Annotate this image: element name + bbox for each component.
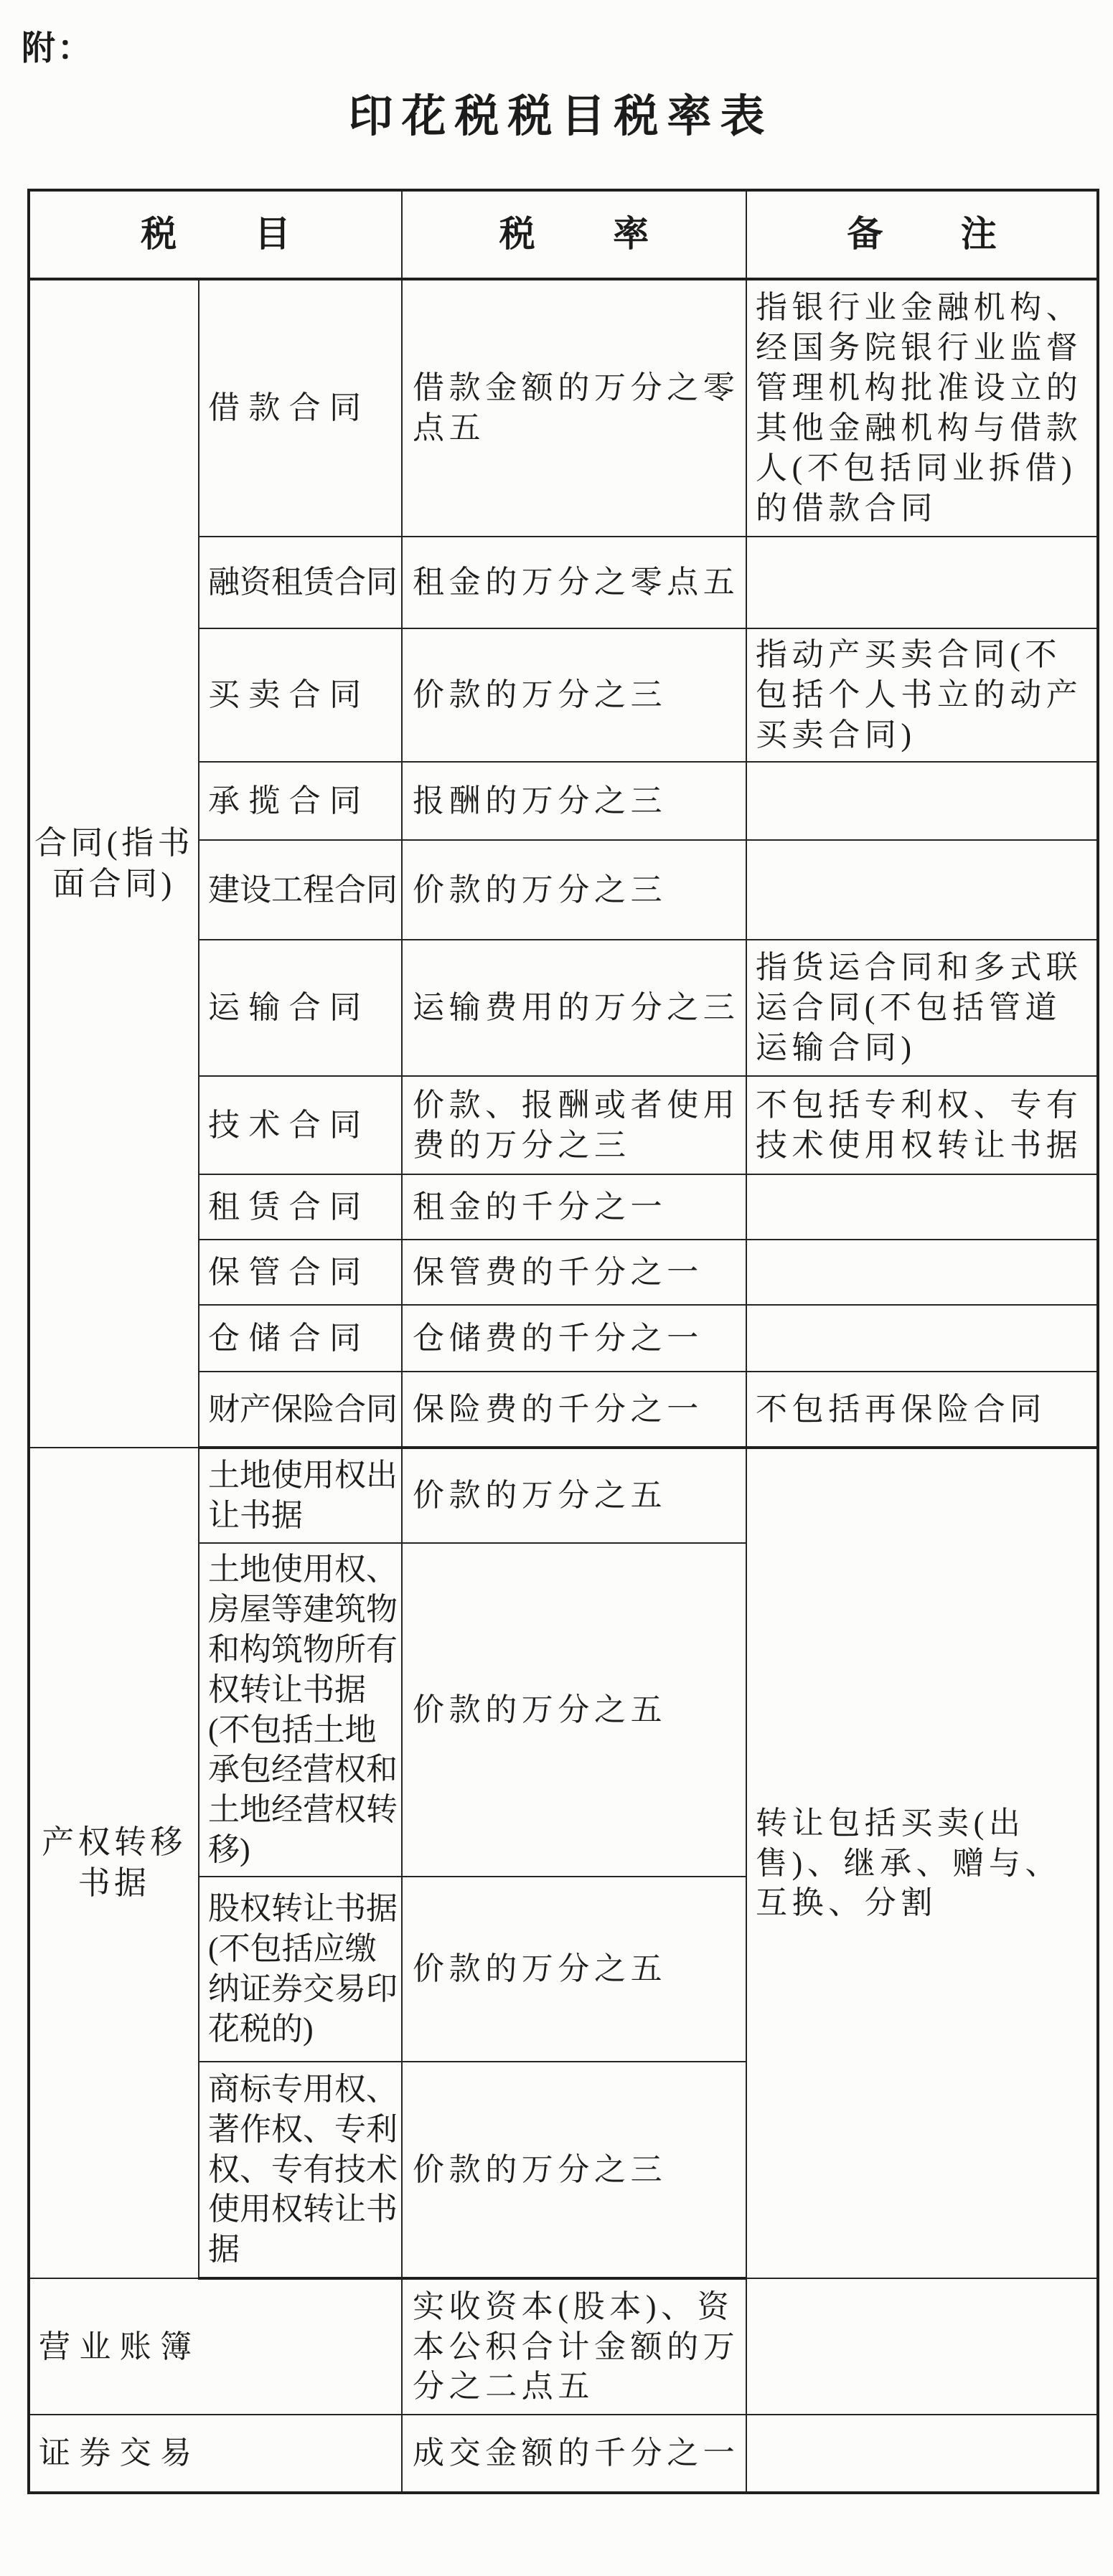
tax-rate-cell: 实收资本(股本)、资本公积合计金额的万分之二点五 — [402, 2278, 746, 2415]
tax-item-cell: 土地使用权、房屋等建筑物和构筑物所有权转让书据(不包括土地承包经营权和土地经营权转移) — [199, 1543, 402, 1877]
table-row — [29, 1448, 1098, 1543]
tax-rate-cell: 价款、报酬或者使用费的万分之三 — [402, 1076, 746, 1174]
tax-item-cell: 保管合同 — [199, 1240, 402, 1305]
tax-item-cell: 买卖合同 — [199, 628, 402, 762]
remark-cell: 指动产买卖合同(不包括个人书立的动产买卖合同) — [746, 628, 1098, 762]
tax-rate-cell: 运输费用的万分之三 — [402, 940, 746, 1076]
tax-item-cell: 财产保险合同 — [199, 1372, 402, 1448]
tax-rate-cell: 借款金额的万分之零点五 — [402, 279, 746, 537]
remark-cell — [746, 1305, 1098, 1372]
tax-rate-cell: 价款的万分之三 — [402, 628, 746, 762]
category-cell-contract: 合同(指书面合同) — [29, 279, 199, 1448]
page-title: 印花税税目税率表 — [348, 93, 774, 141]
tax-item-cell: 商标专用权、著作权、专利权、专有技术使用权转让书据 — [199, 2062, 402, 2278]
category-cell-property-transfer: 产权转移书据 — [29, 1448, 199, 2278]
tax-item-cell: 融资租赁合同 — [199, 537, 402, 628]
tax-item-cell: 土地使用权出让书据 — [199, 1448, 402, 1543]
header-remark: 备 注 — [746, 190, 1098, 279]
remark-cell: 指货运合同和多式联运合同(不包括管道运输合同) — [746, 940, 1098, 1076]
tax-rate-cell: 保管费的千分之一 — [402, 1240, 746, 1305]
tax-rate-cell: 价款的万分之三 — [402, 2062, 746, 2278]
tax-rate-cell: 保险费的千分之一 — [402, 1372, 746, 1448]
tax-item-cell: 借款合同 — [199, 279, 402, 537]
remark-cell — [746, 1240, 1098, 1305]
table-header-row — [29, 190, 1098, 279]
merged-remark-cell: 转让包括买卖(出售)、继承、赠与、互换、分割 — [746, 1448, 1098, 2278]
remark-cell — [746, 2415, 1098, 2493]
table-row — [29, 2278, 1098, 2415]
header-tax-rate: 税 率 — [402, 190, 746, 279]
tax-item-cell: 技术合同 — [199, 1076, 402, 1174]
tax-item-cell: 仓储合同 — [199, 1305, 402, 1372]
remark-cell — [746, 840, 1098, 940]
remark-cell — [746, 1174, 1098, 1240]
tax-rate-cell: 报酬的万分之三 — [402, 762, 746, 840]
tax-item-cell: 营业账簿 — [29, 2278, 402, 2415]
remark-cell — [746, 2278, 1098, 2415]
tax-item-cell: 建设工程合同 — [199, 840, 402, 940]
header-tax-item: 税 目 — [29, 190, 402, 279]
tax-rate-cell: 租金的千分之一 — [402, 1174, 746, 1240]
stamp-tax-rate-table — [27, 189, 1099, 2494]
tax-item-cell: 运输合同 — [199, 940, 402, 1076]
remark-cell — [746, 537, 1098, 628]
tax-rate-cell: 价款的万分之五 — [402, 1877, 746, 2062]
tax-item-cell: 租赁合同 — [199, 1174, 402, 1240]
remark-cell: 指银行业金融机构、经国务院银行业监督管理机构批准设立的其他金融机构与借款人(不包括同业拆借)的借款合同 — [746, 279, 1098, 537]
tax-rate-cell: 价款的万分之三 — [402, 840, 746, 940]
tax-rate-cell: 价款的万分之五 — [402, 1543, 746, 1877]
remark-cell — [746, 762, 1098, 840]
table-row — [29, 2415, 1098, 2493]
remark-cell: 不包括专利权、专有技术使用权转让书据 — [746, 1076, 1098, 1174]
tax-item-cell: 承揽合同 — [199, 762, 402, 840]
attachment-label: 附： — [22, 30, 93, 67]
tax-rate-cell: 价款的万分之五 — [402, 1448, 746, 1543]
remark-cell: 不包括再保险合同 — [746, 1372, 1098, 1448]
tax-item-cell: 证券交易 — [29, 2415, 402, 2493]
table-row — [29, 279, 1098, 537]
tax-rate-cell: 成交金额的千分之一 — [402, 2415, 746, 2493]
tax-rate-cell: 租金的万分之零点五 — [402, 537, 746, 628]
tax-item-cell: 股权转让书据(不包括应缴纳证券交易印花税的) — [199, 1877, 402, 2062]
tax-rate-cell: 仓储费的千分之一 — [402, 1305, 746, 1372]
